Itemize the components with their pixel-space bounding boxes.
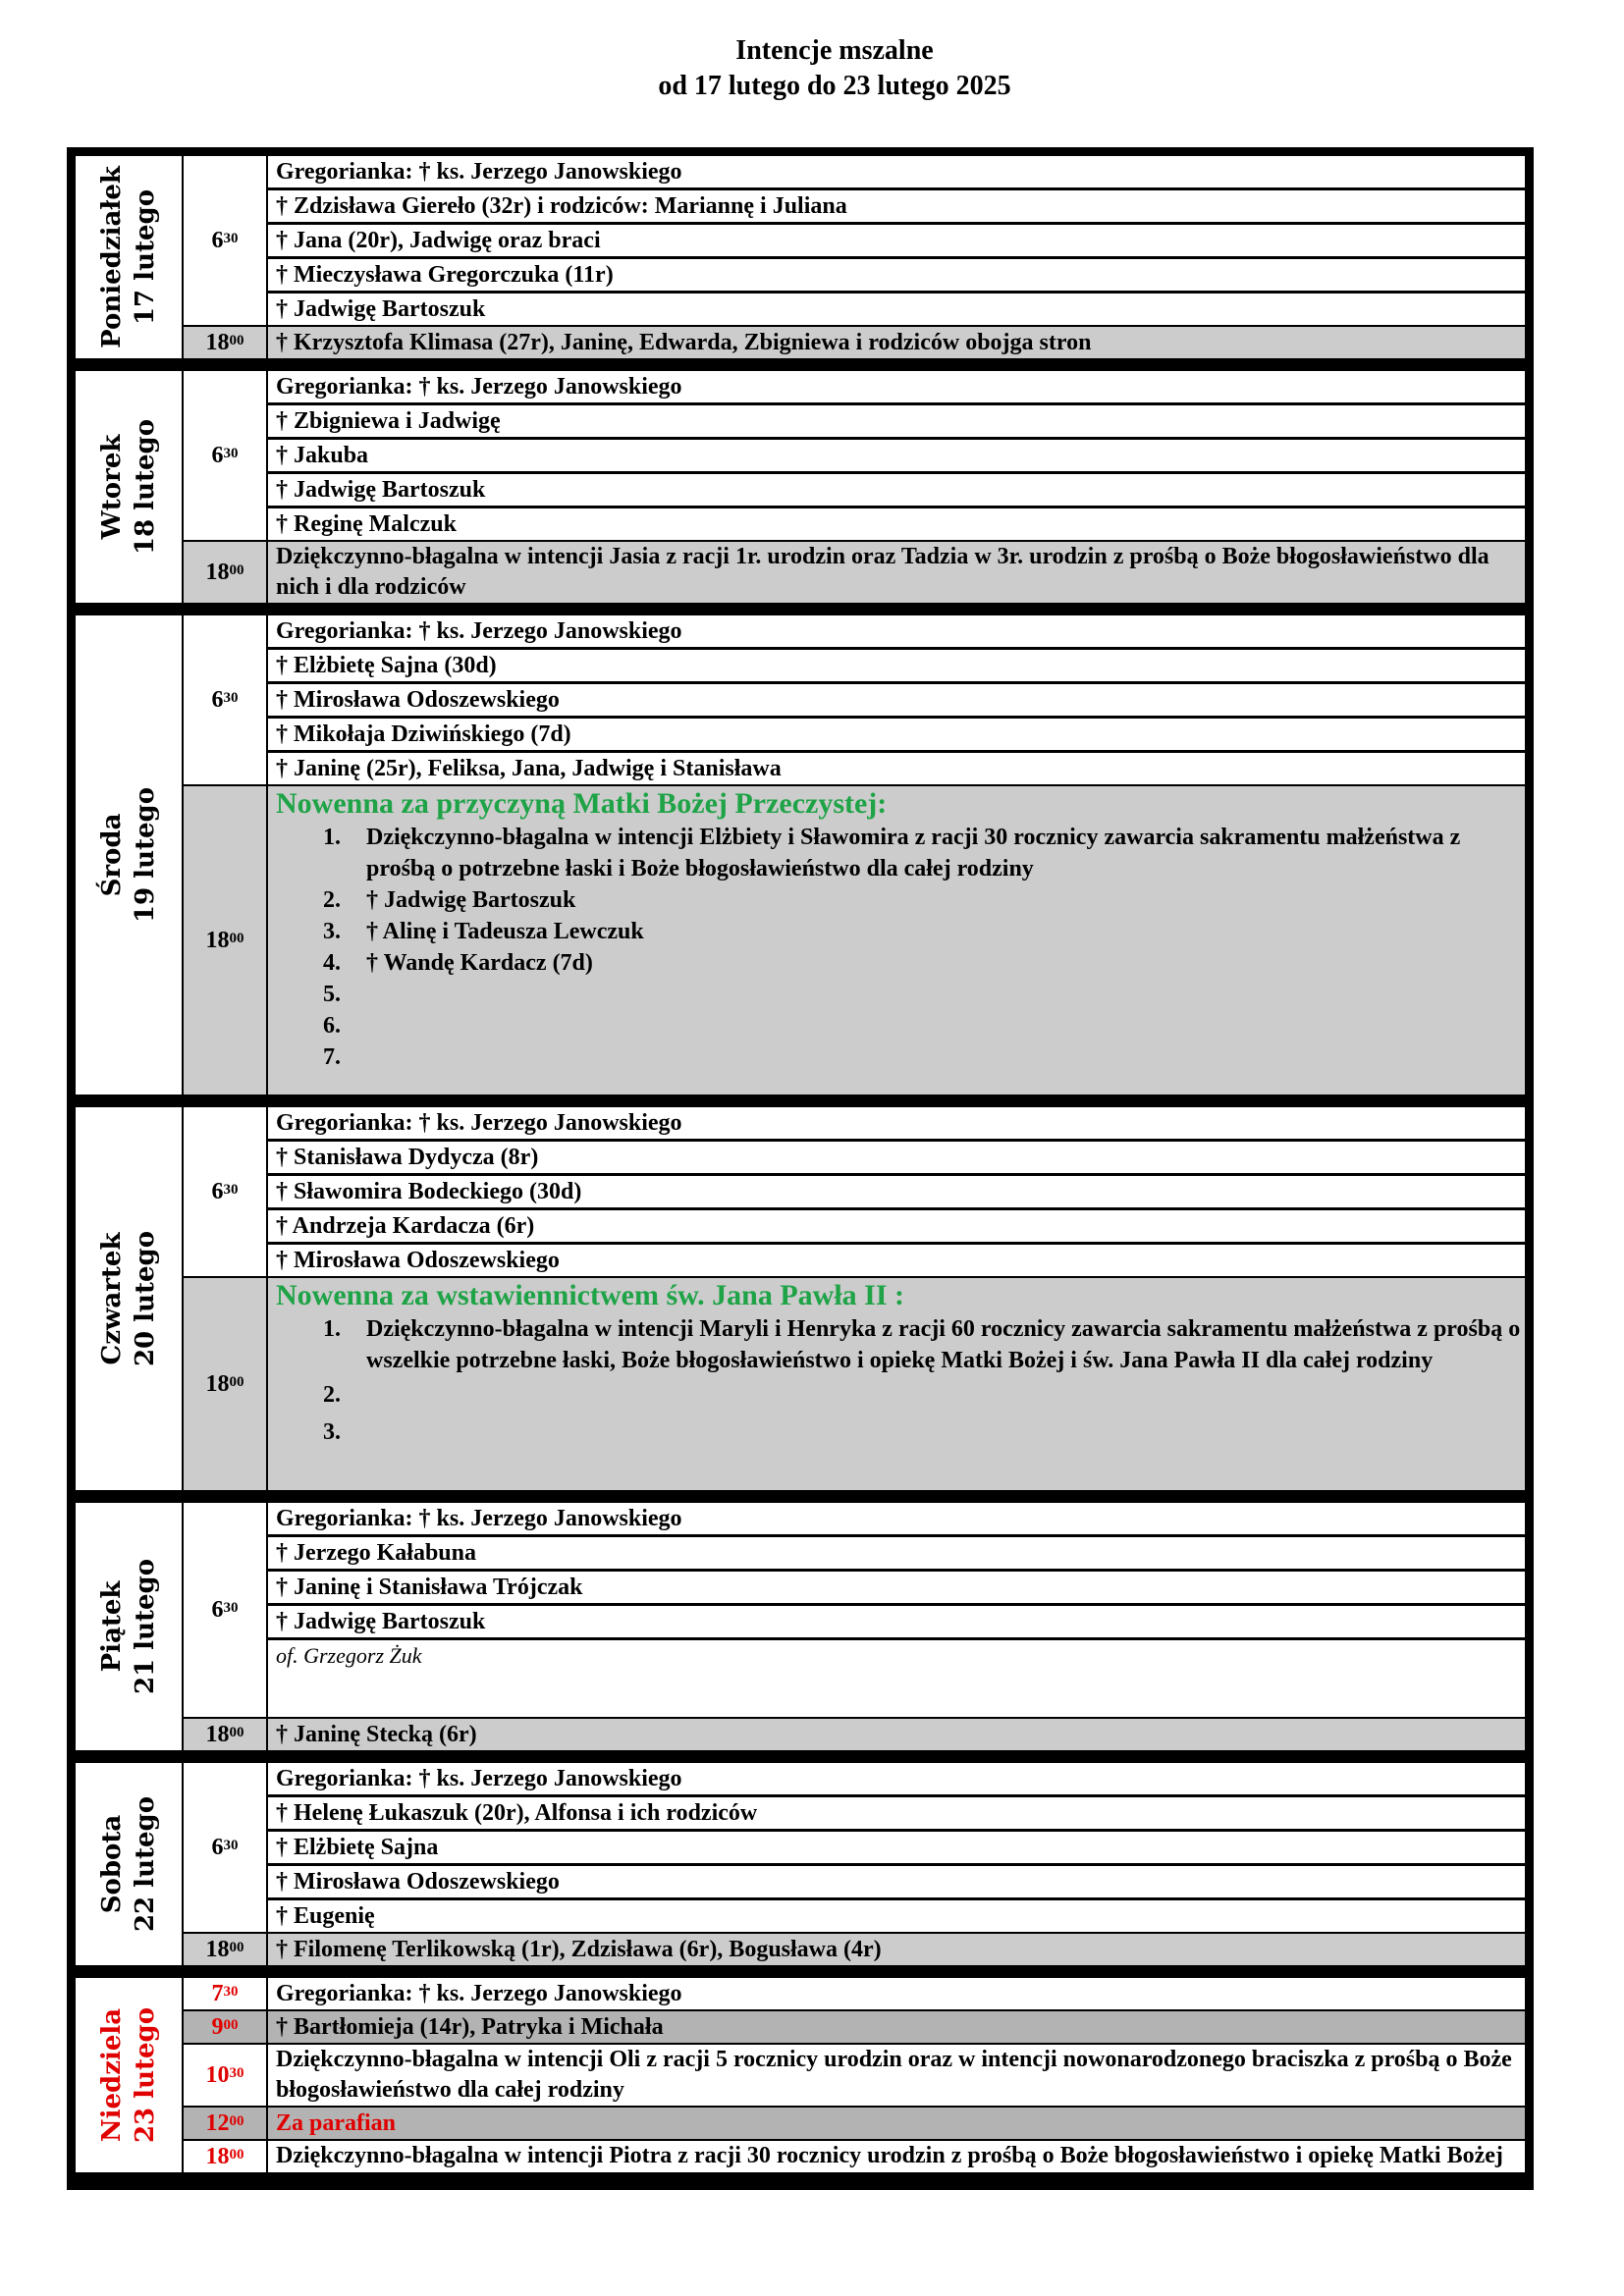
mass-slot <box>184 2043 1525 2106</box>
day-label <box>76 1107 184 1490</box>
day-name: Czwartek <box>97 1232 127 1365</box>
intention-row: Gregorianka: † ks. Jerzego Janowskiego <box>276 1766 682 1791</box>
intention-row: † Jerzego Kałabuna <box>268 1534 1525 1569</box>
mass-slot <box>184 1276 1525 1490</box>
intention-row: † Zbigniewa i Jadwigę <box>268 402 1525 437</box>
mass-time: 18 $^{00}$ <box>184 542 268 603</box>
mass-slot <box>184 1107 1525 1276</box>
day-block-thursday <box>75 1106 1526 1500</box>
day-block-sunday <box>75 1977 1526 2184</box>
mass-time: 18 $^{00}$ <box>184 327 268 358</box>
intention-row: † Jadwigę Bartoszuk <box>268 1603 1525 1637</box>
day-name: Poniedziałek <box>97 166 127 348</box>
mass-slot <box>184 371 1525 540</box>
day-name: Piątek <box>97 1580 127 1673</box>
intention-row: Gregorianka: † ks. Jerzego Janowskiego <box>276 618 682 644</box>
mass-time: 6 $^{30}$ <box>184 371 268 540</box>
novena-list <box>268 822 1525 1095</box>
intention-row: † Filomenę Terlikowską (1r), Zdzisława (6r), Bogusława (4r) <box>276 1937 882 1962</box>
day-name: Środa <box>97 813 127 897</box>
mass-slot <box>184 2009 1525 2043</box>
intention-row: Dziękczynno-błagalna w intencji Piotra z racji 30 rocznicy urodzin z prośbą o Boże błogosławieństwo i opiekę Matki Bożej <box>276 2143 1503 2168</box>
mass-slot <box>184 1503 1525 1717</box>
mass-time: 18 $^{00}$ <box>184 1934 268 1965</box>
date-range: od 17 lutego do 23 lutego 2025 <box>658 71 1011 101</box>
intention-row: † Krzysztofa Klimasa (27r), Janinę, Edwarda, Zbigniewa i rodziców obojga stron <box>276 330 1092 355</box>
intention-row: Gregorianka: † ks. Jerzego Janowskiego <box>276 1506 682 1531</box>
day-block-monday <box>75 155 1526 368</box>
day-block-wednesday <box>75 614 1526 1104</box>
novena-item: 6. <box>323 1013 341 1039</box>
mass-slot <box>184 2106 1525 2139</box>
day-label <box>76 1978 184 2172</box>
mass-time: 6 $^{30}$ <box>184 156 268 325</box>
intention-row: † Elżbietę Sajna (30d) <box>268 647 1525 681</box>
intention-row: † Jadwigę Bartoszuk <box>268 291 1525 325</box>
day-label <box>76 156 184 358</box>
offering-note: of. Grzegorz Żuk <box>268 1637 1525 1717</box>
intention-row: † Bartłomieja (14r), Patryka i Michała <box>276 2014 664 2040</box>
novena-item: 3. <box>323 1419 341 1445</box>
mass-slot <box>184 615 1525 784</box>
intention-row: † Elżbietę Sajna <box>268 1829 1525 1863</box>
mass-time: 6 $^{30}$ <box>184 615 268 784</box>
intention-row: † Mirosława Odoszewskiego <box>268 1242 1525 1276</box>
intention-row: Dziękczynno-błagalna w intencji Jasia z racji 1r. urodzin oraz Tadzia w 3r. urodzin z prośbą o Boże błogosławieństwo dla nich i dla rodziców <box>276 544 1489 600</box>
intention-row: Za parafian <box>276 2110 397 2136</box>
mass-slot <box>184 156 1525 325</box>
novena-item: 1. Dziękczynno-błagalna w intencji Maryli i Henryka z racji 60 rocznicy zawarcia sakramentu małżeństwa z prośbą o wszelkie potrzebne łaski, Boże błogosławieństwo i opiekę Matki Bożej i św. Jana Pawła II dla całej rodziny <box>323 1316 1521 1373</box>
mass-time: 7 $^{30}$ <box>184 1978 268 2009</box>
intention-row: † Mirosława Odoszewskiego <box>268 1863 1525 1897</box>
intention-row: † Stanisława Dydycza (8r) <box>268 1139 1525 1173</box>
intention-row: † Sławomira Bodeckiego (30d) <box>268 1173 1525 1207</box>
intention-row: † Mikołaja Dziwińskiego (7d) <box>268 716 1525 750</box>
mass-time: 12 $^{00}$ <box>184 2108 268 2139</box>
day-date: 18 lutego <box>131 418 160 556</box>
mass-time: 6 $^{30}$ <box>184 1503 268 1717</box>
day-block-saturday <box>75 1762 1526 1975</box>
intention-row: † Jakuba <box>268 437 1525 471</box>
intention-row: Dziękczynno-błagalna w intencji Oli z racji 5 rocznicy urodzin oraz w intencji nowonarodzonego braciszka z prośbą o Boże błogosławieństwo dla całej rodziny <box>276 2047 1512 2103</box>
novena-item: 2. † Jadwigę Bartoszuk <box>323 887 576 913</box>
day-date: 22 lutego <box>131 1795 160 1933</box>
novena-item: 3. † Alinę i Tadeusza Lewczuk <box>323 919 644 944</box>
intention-row: † Andrzeja Kardacza (6r) <box>268 1207 1525 1242</box>
mass-time: 18 $^{00}$ <box>184 1278 268 1490</box>
title-line: Intencje mszalne <box>735 35 934 66</box>
intention-row: † Eugenię <box>268 1897 1525 1932</box>
day-date: 19 lutego <box>131 786 160 924</box>
intention-row: † Janinę (25r), Feliksa, Jana, Jadwigę i Stanisława <box>268 750 1525 784</box>
day-label <box>76 371 184 603</box>
mass-time: 10 $^{30}$ <box>184 2045 268 2106</box>
intention-row: † Janinę i Stanisława Trójczak <box>268 1569 1525 1603</box>
novena-title: Nowenna za wstawiennictwem św. Jana Pawła II : <box>276 1279 904 1311</box>
intention-row: † Reginę Malczuk <box>268 506 1525 540</box>
day-date: 21 lutego <box>131 1558 160 1695</box>
mass-time: 6 $^{30}$ <box>184 1763 268 1932</box>
novena-list <box>268 1313 1525 1490</box>
intention-row: Gregorianka: † ks. Jerzego Janowskiego <box>276 1981 682 2006</box>
intention-row: † Mieczysława Gregorczuka (11r) <box>268 256 1525 291</box>
novena-item: 1. Dziękczynno-błagalna w intencji Elżbiety i Sławomira z racji 30 rocznicy zawarcia sakramentu małżeństwa z prośbą o potrzebne łaski i Boże błogosławieństwo dla całej rodziny <box>323 825 1461 881</box>
intention-row: † Jana (20r), Jadwigę oraz braci <box>268 222 1525 256</box>
day-date: 23 lutego <box>131 2006 160 2144</box>
novena-title: Nowenna za przyczyną Matki Bożej Przeczystej: <box>276 787 888 820</box>
document-title <box>0 33 1624 104</box>
day-name: Wtorek <box>97 434 127 540</box>
mass-time: 18 $^{00}$ <box>184 2141 268 2172</box>
intentions-table <box>67 147 1534 2190</box>
day-block-friday <box>75 1502 1526 1760</box>
day-label <box>76 1503 184 1750</box>
day-name: Niedziela <box>97 2007 127 2143</box>
day-label <box>76 1763 184 1965</box>
intention-row: † Jadwigę Bartoszuk <box>268 471 1525 506</box>
mass-slot <box>184 540 1525 603</box>
mass-slot <box>184 1763 1525 1932</box>
mass-slot <box>184 1932 1525 1965</box>
mass-slot <box>184 325 1525 358</box>
mass-time: 18 $^{00}$ <box>184 786 268 1095</box>
mass-time: 6 $^{30}$ <box>184 1107 268 1276</box>
novena-item: 7. <box>323 1044 341 1070</box>
novena-item: 2. <box>323 1382 341 1408</box>
mass-time: 9 $^{00}$ <box>184 2011 268 2043</box>
mass-slot <box>184 1978 1525 2009</box>
day-label <box>76 615 184 1095</box>
mass-slot <box>184 1717 1525 1750</box>
day-date: 20 lutego <box>131 1230 160 1367</box>
day-date: 17 lutego <box>131 188 160 326</box>
mass-slot <box>184 2139 1525 2172</box>
intention-row: Gregorianka: † ks. Jerzego Janowskiego <box>276 374 682 400</box>
intention-row: Gregorianka: † ks. Jerzego Janowskiego <box>276 1110 682 1136</box>
day-name: Sobota <box>97 1814 127 1914</box>
intention-row: † Helenę Łukaszuk (20r), Alfonsa i ich rodziców <box>268 1794 1525 1829</box>
day-block-tuesday <box>75 370 1526 613</box>
mass-slot <box>184 784 1525 1095</box>
intention-row: † Mirosława Odoszewskiego <box>268 681 1525 716</box>
intention-row: † Janinę Stecką (6r) <box>276 1722 477 1747</box>
mass-time: 18 $^{00}$ <box>184 1719 268 1750</box>
intention-row: Gregorianka: † ks. Jerzego Janowskiego <box>276 159 682 185</box>
intention-row: † Zdzisława Giereło (32r) i rodziców: Mariannę i Juliana <box>268 187 1525 222</box>
novena-item: 5. <box>323 982 341 1007</box>
novena-item: 4. † Wandę Kardacz (7d) <box>323 950 593 976</box>
